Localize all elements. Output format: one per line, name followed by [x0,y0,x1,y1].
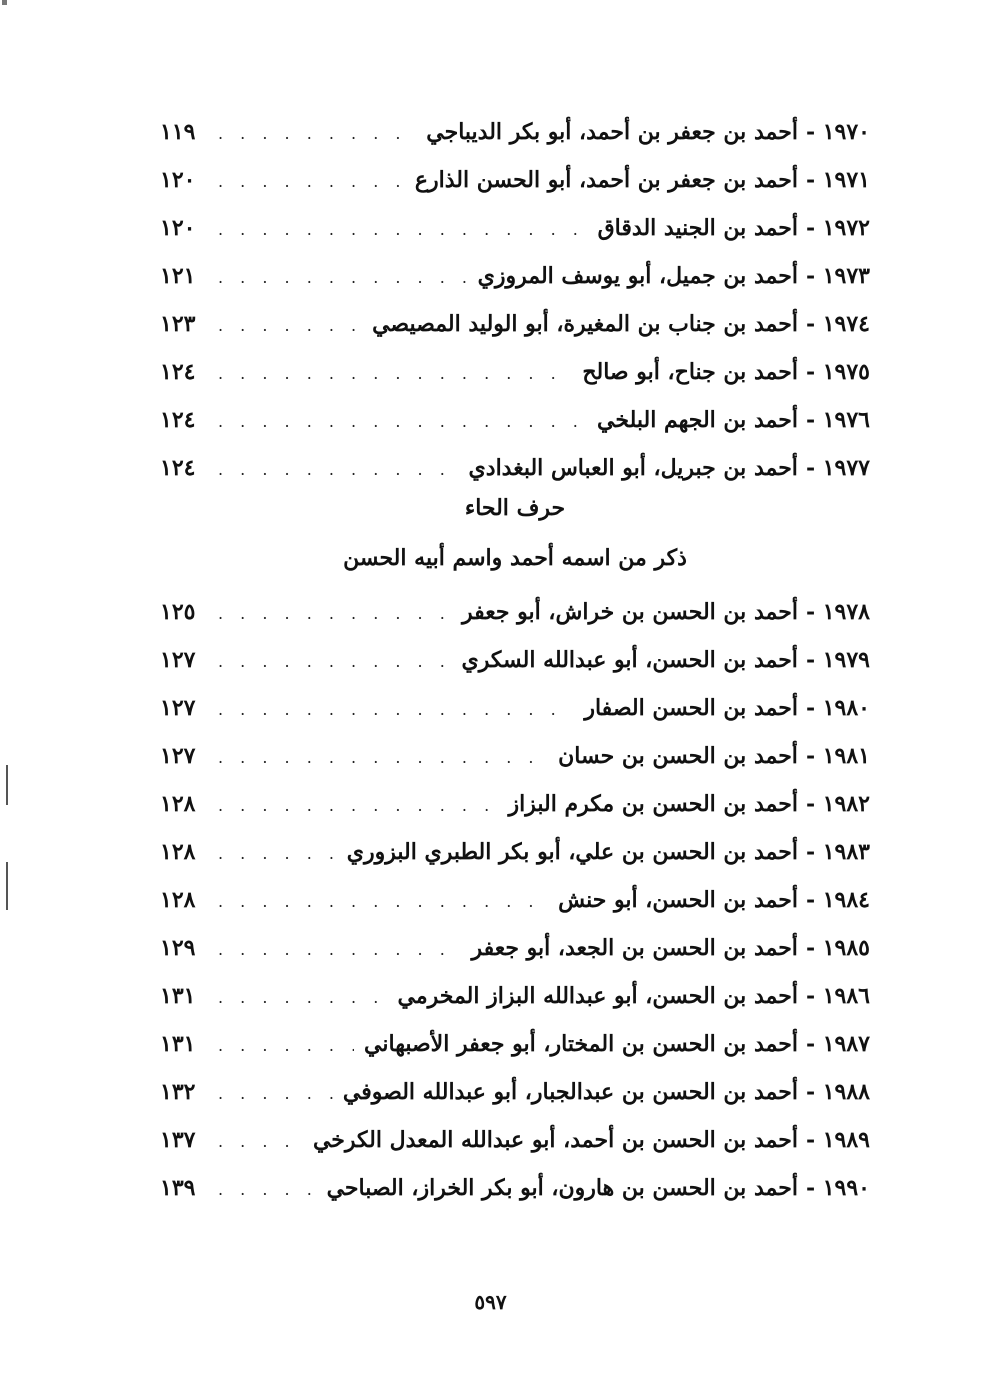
entry-number: ١٩٨٢ - [805,791,870,817]
entry-name: أحمد بن الجهم البلخي [597,407,798,433]
entry-name: أحمد بن الحسن بن خراش، أبو جعفر [461,599,798,625]
toc-entry [160,588,870,636]
leader-dots [218,302,362,350]
entry-name: أحمد بن الحسن بن مكرم البزاز [508,791,798,817]
leader-dots [218,686,574,734]
toc-entry [160,684,870,732]
entry-page: ١٢٧ [160,647,196,673]
toc-entry [160,1164,870,1212]
leader-dots [218,782,499,830]
leader-dots [218,1070,333,1118]
toc-entry [160,252,870,300]
entry-name: أحمد بن جناب بن المغيرة، أبو الوليد المصيصي [372,311,798,337]
entry-page: ١٢٨ [160,887,196,913]
toc-entry [160,780,870,828]
leader-dots [218,206,588,254]
leader-dots [218,590,452,638]
toc-entry [160,156,870,204]
entry-name: أحمد بن الحسن بن أحمد، أبو عبدالله المعدل الكرخي [312,1127,798,1153]
entry-page: ١٢٩ [160,935,196,961]
entry-name: أحمد بن الحسن الصفار [584,695,798,721]
entry-number: ١٩٧٣ - [805,263,870,289]
entry-number: ١٩٨٨ - [805,1079,870,1105]
toc-entry [160,924,870,972]
toc-list-haa [160,588,870,1212]
entry-name: أحمد بن جعفر بن أحمد، أبو بكر الديباجي [426,119,798,145]
scan-edge-mark [6,862,8,910]
entry-page: ١٣٩ [160,1175,196,1201]
toc-entry [160,876,870,924]
toc-entry [160,732,870,780]
entry-page: ١٢٠ [160,167,196,193]
entry-page: ١٢٨ [160,839,196,865]
scan-corner-mark [2,0,7,5]
leader-dots [218,254,468,302]
entry-page: ١٣١ [160,983,196,1009]
leader-dots [218,398,587,446]
leader-dots [218,830,337,878]
letter-heading: حرف الحاء [464,495,566,521]
entry-page: ١٢٤ [160,359,196,385]
leader-dots [218,350,572,398]
entry-name: أحمد بن الحسن بن علي، أبو بكر الطبري البزوري [346,839,798,865]
leader-dots [218,158,405,206]
toc-entry [160,1020,870,1068]
toc-entry [160,204,870,252]
entry-number: ١٩٧٤ - [805,311,870,337]
entry-name: أحمد بن جميل، أبو يوسف المروزي [477,263,798,289]
entry-name: أحمد بن الحسن، أبو حنش [558,887,798,913]
leader-dots [218,110,416,158]
entry-page: ١٢٠ [160,215,196,241]
leader-dots [218,974,388,1022]
entry-page: ١٣١ [160,1031,196,1057]
toc-entry [160,108,870,156]
leader-dots [218,638,452,686]
entry-page: ١٢٤ [160,407,196,433]
entry-number: ١٩٩٠ - [805,1175,870,1201]
leader-dots [218,1166,317,1214]
leader-dots [218,926,462,974]
entry-name: أحمد بن الحسن بن هارون، أبو بكر الخراز، الصباحي [326,1175,798,1201]
entry-name: أحمد بن الجنيد الدقاق [597,215,798,241]
toc-entry [160,1116,870,1164]
entry-number: ١٩٨٦ - [805,983,870,1009]
entry-number: ١٩٨٣ - [805,839,870,865]
entry-number: ١٩٧٢ - [805,215,870,241]
toc-entry [160,972,870,1020]
entry-page: ١٢٧ [160,695,196,721]
entry-number: ١٩٨٧ - [805,1031,870,1057]
entry-page: ١٢٣ [160,311,196,337]
leader-dots [218,446,459,494]
entry-name: أحمد بن الحسن، أبو عبدالله السكري [461,647,798,673]
entry-number: ١٩٧١ - [805,167,870,193]
leader-dots [218,1118,303,1166]
entry-name: أحمد بن الحسن بن المختار، أبو جعفر الأصبهاني [364,1031,798,1057]
toc-entry [160,300,870,348]
toc-entry [160,828,870,876]
entry-page: ١١٩ [160,119,196,145]
entry-name: أحمد بن الحسن، أبو عبدالله البزاز المخرمي [397,983,798,1009]
entry-number: ١٩٨١ - [805,743,870,769]
entry-name: أحمد بن الحسن بن عبدالجبار، أبو عبدالله الصوفي [342,1079,798,1105]
entry-page: ١٢٤ [160,455,196,481]
entry-number: ١٩٧٨ - [805,599,870,625]
entry-name: أحمد بن جناح، أبو صالح [582,359,798,385]
toc-entry [160,1068,870,1116]
entry-number: ١٩٧٥ - [805,359,870,385]
toc-entry [160,396,870,444]
entry-name: أحمد بن جبريل، أبو العباس البغدادي [468,455,798,481]
scan-edge-mark [6,765,8,805]
entry-number: ١٩٨٠ - [805,695,870,721]
leader-dots [218,878,548,926]
entry-name: أحمد بن جعفر بن أحمد، أبو الحسن الذارع [414,167,798,193]
entry-number: ١٩٨٥ - [805,935,870,961]
toc-entry [160,348,870,396]
entry-number: ١٩٧٦ - [805,407,870,433]
entry-number: ١٩٧٠ - [805,119,870,145]
toc-entry [160,636,870,684]
entry-name: أحمد بن الحسن بن الجعد، أبو جعفر [471,935,798,961]
entry-page: ١٢٨ [160,791,196,817]
entry-name: أحمد بن الحسن بن حسان [558,743,798,769]
entry-number: ١٩٨٩ - [805,1127,870,1153]
entry-page: ١٢٥ [160,599,196,625]
entry-number: ١٩٨٤ - [805,887,870,913]
entry-page: ١٢٧ [160,743,196,769]
entry-page: ١٣٧ [160,1127,196,1153]
toc-entry [160,444,870,492]
entry-page: ١٢١ [160,263,196,289]
entry-page: ١٣٢ [160,1079,196,1105]
section-heading: ذكر من اسمه أحمد واسم أبيه الحسن [343,545,687,571]
leader-dots [218,1022,354,1070]
page-number: ٥٩٧ [474,1290,507,1314]
entry-number: ١٩٧٧ - [805,455,870,481]
entry-number: ١٩٧٩ - [805,647,870,673]
toc-list-jeem [160,108,870,492]
leader-dots [218,734,548,782]
